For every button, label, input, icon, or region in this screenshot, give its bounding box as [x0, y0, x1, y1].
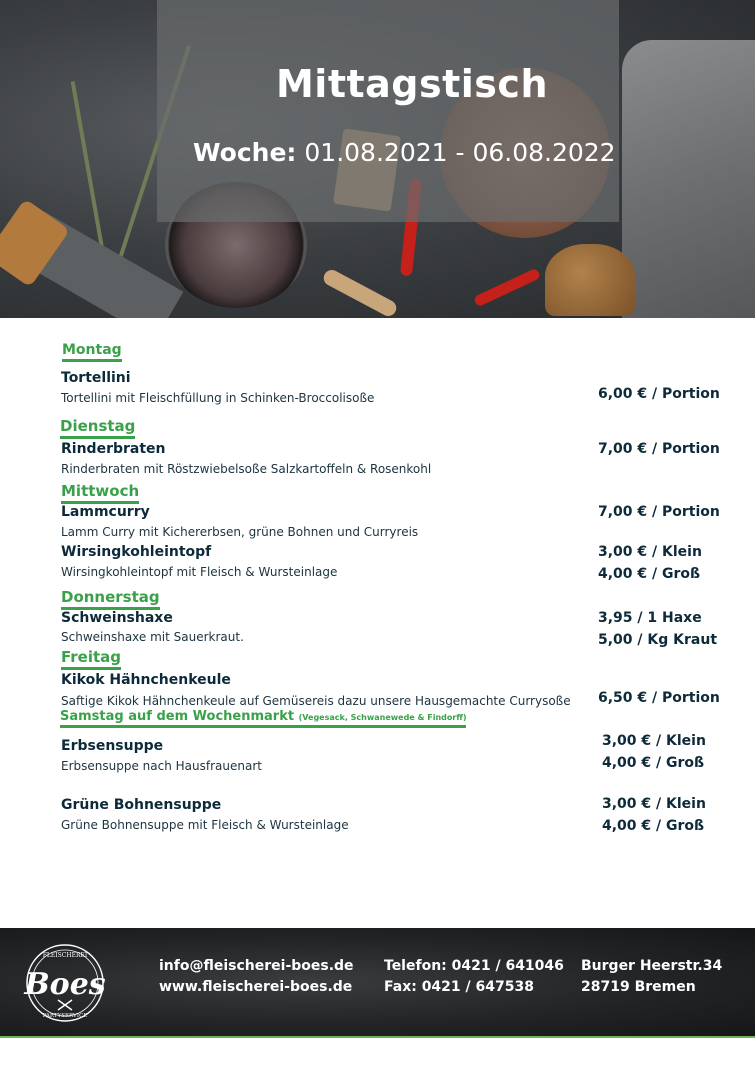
week-range: [193, 138, 616, 167]
dish-description: Tortellini mit Fleischfüllung in Schinken-Broccolisoße: [61, 391, 375, 405]
dish-description: Erbsensuppe nach Hausfrauenart: [61, 759, 262, 773]
day-underline: [60, 725, 466, 728]
day-underline: [61, 667, 121, 670]
day-heading-dienstag: [60, 417, 135, 439]
day-name: Freitag: [61, 648, 122, 666]
dish-description: Grüne Bohnensuppe mit Fleisch & Wursteinlage: [61, 818, 349, 832]
header-image: [0, 0, 755, 318]
day-heading-donnerstag: [61, 588, 160, 610]
dish-description: Lamm Curry mit Kichererbsen, grüne Bohnen und Curryreis: [61, 525, 419, 539]
fax-number: Fax: 0421 / 647538: [384, 979, 534, 995]
dish-price: 3,00 € / Klein: [602, 796, 706, 812]
day-heading-montag: [62, 342, 122, 362]
spoon-decoration: [321, 267, 399, 318]
dish-name: Lammcurry: [61, 504, 150, 520]
day-underline: [62, 359, 122, 362]
dish-description: Saftige Kikok Hähnchenkeule auf Gemüsereis dazu unsere Hausgemachte Currysoße: [61, 694, 571, 708]
pepper-mill-decoration: [545, 244, 635, 316]
dish-name: Tortellini: [61, 370, 131, 386]
dish-name: Rinderbraten: [61, 441, 166, 457]
day-heading-mittwoch: [61, 482, 139, 504]
dish-price: 4,00 € / Groß: [598, 566, 701, 582]
footer: [0, 928, 755, 1038]
dish-price: 3,00 € / Klein: [598, 544, 702, 560]
dish-price: 3,95 / 1 Haxe: [598, 610, 702, 626]
website-link[interactable]: www.fleischerei-boes.de: [159, 979, 353, 995]
title-box: [157, 0, 619, 222]
week-dates: 01.08.2021 - 06.08.2022: [304, 138, 616, 167]
address-city: 28719 Bremen: [581, 979, 696, 995]
day-name: Donnerstag: [61, 588, 160, 606]
dish-price: 7,00 € / Portion: [598, 441, 720, 457]
dish-description: Wirsingkohleintopf mit Fleisch & Wursteinlage: [61, 565, 338, 579]
dish-name: Grüne Bohnensuppe: [61, 797, 222, 813]
day-name: Mittwoch: [61, 482, 140, 500]
page-title: Mittagstisch: [275, 62, 549, 106]
dish-price: 3,00 € / Klein: [602, 733, 706, 749]
day-name: Samstag auf dem Wochenmarkt: [60, 709, 295, 724]
address-street: Burger Heerstr.34: [581, 958, 723, 974]
dish-name: Kikok Hähnchenkeule: [61, 672, 231, 688]
dish-name: Erbsensuppe: [61, 738, 164, 754]
dish-price: 6,50 € / Portion: [598, 690, 720, 706]
logo-bottom-text: PARTYSERVICE: [42, 1013, 88, 1019]
dish-price: 4,00 € / Groß: [602, 818, 705, 834]
email-link[interactable]: info@fleischerei-boes.de: [159, 958, 354, 974]
dish-price: 6,00 € / Portion: [598, 386, 720, 402]
day-heading-samstag: [60, 709, 466, 728]
day-name: Dienstag: [60, 417, 136, 435]
dish-description: Schweinshaxe mit Sauerkraut.: [61, 630, 244, 644]
day-heading-freitag: [61, 648, 121, 670]
dish-name: Wirsingkohleintopf: [61, 544, 212, 560]
logo-text: Boes: [24, 967, 106, 1002]
logo-top-text: FLEISCHEREI: [42, 952, 88, 959]
phone-number: Telefon: 0421 / 641046: [384, 958, 564, 974]
chili-decoration: [473, 268, 541, 308]
dish-price: 5,00 / Kg Kraut: [598, 632, 718, 648]
dish-description: Rinderbraten mit Röstzwiebelsoße Salzkartoffeln & Rosenkohl: [61, 462, 432, 476]
day-note: (Vegesack, Schwanewede & Findorff): [298, 713, 467, 722]
dish-name: Schweinshaxe: [61, 610, 173, 626]
day-underline: [60, 436, 135, 439]
boes-logo: [14, 942, 116, 1024]
week-label: Woche:: [193, 138, 297, 167]
dish-price: 7,00 € / Portion: [598, 504, 720, 520]
day-name: Montag: [62, 342, 122, 358]
dish-price: 4,00 € / Groß: [602, 755, 705, 771]
